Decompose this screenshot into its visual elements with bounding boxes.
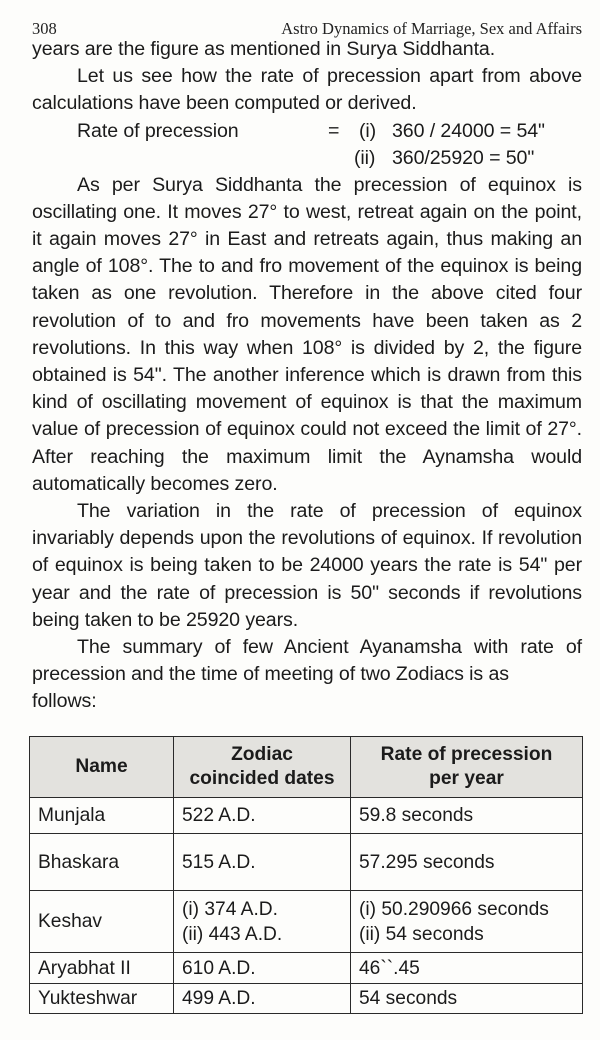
- cell-date: (i) 374 A.D. (ii) 443 A.D.: [174, 891, 351, 953]
- formula-label: Rate of precession: [77, 119, 239, 142]
- paragraph-summary-intro: The summary of few Ancient Ayanamsha with rate of precession and the time of meeting of two Zodiacs is as: [32, 636, 582, 686]
- precession-formula: [32, 118, 582, 172]
- paragraph-surya-siddhanta: As per Surya Siddhanta the precession of equinox is oscillating one. It moves 27° to west, retreat again on the point, it again moves 27° in East and retreats again, thus making an angle of 108°. The to and fro movement of the equinox is being taken as one revolution. Therefore in the above cited four revolution of to and fro movements have been taken as 2 revolutions. In this way when 108° is divided by 2, the figure obtained is 54". The another inference which is drawn from this kind of oscillating movement of equinox is that the maximum value of precession of equinox could not exceed the limit of 27°. After reaching the maximum limit the Aynamsha would automatically becomes zero.: [32, 173, 582, 495]
- cell-rate: 54 seconds: [351, 984, 583, 1014]
- body-text: [32, 36, 582, 716]
- page-number: 308: [32, 19, 57, 38]
- header-name: Name: [30, 737, 174, 798]
- cell-rate: 59.8 seconds: [351, 798, 583, 834]
- cell-name: Yukteshwar: [30, 984, 174, 1014]
- ayanamsha-table: [29, 736, 583, 1014]
- header-rate: Rate of precession per year: [351, 737, 583, 798]
- cell-date: 515 A.D.: [174, 834, 351, 891]
- formula-equals: =: [328, 119, 340, 142]
- paragraph-continuation: years are the figure as mentioned in Surya Siddhanta.: [32, 38, 496, 60]
- table-header-row: [30, 737, 583, 798]
- header-dates: Zodiac coincided dates: [174, 737, 351, 798]
- cell-date: 499 A.D.: [174, 984, 351, 1014]
- cell-name: Bhaskara: [30, 834, 174, 891]
- table-row: [30, 834, 583, 891]
- table-row: [30, 798, 583, 834]
- formula-expr-1: 360 / 24000 = 54": [392, 119, 545, 142]
- table-row: [30, 891, 583, 953]
- formula-marker-2: (ii): [354, 146, 376, 169]
- running-title: Astro Dynamics of Marriage, Sex and Affairs: [281, 19, 582, 38]
- paragraph-rate-intro: Let us see how the rate of precession apart from above calculations have been computed or derived.: [32, 65, 582, 115]
- formula-marker-1: (i): [359, 119, 377, 142]
- cell-name: Aryabhat II: [30, 953, 174, 984]
- table-row: [30, 984, 583, 1014]
- cell-name: Keshav: [30, 891, 174, 953]
- paragraph-variation: The variation in the rate of precession of equinox invariably depends upon the revolutions of equinox. If revolution of equinox is being taken to be 24000 years the rate is 54" per year and the rate of precession is 50" seconds if revolutions being taken to be 25920 years.: [32, 500, 582, 631]
- cell-rate: 46``.45: [351, 953, 583, 984]
- cell-rate: 57.295 seconds: [351, 834, 583, 891]
- cell-name: Munjala: [30, 798, 174, 834]
- cell-date: 610 A.D.: [174, 953, 351, 984]
- cell-date: 522 A.D.: [174, 798, 351, 834]
- paragraph-summary-end: follows:: [32, 690, 97, 713]
- table-row: [30, 953, 583, 984]
- cell-rate: (i) 50.290966 seconds (ii) 54 seconds: [351, 891, 583, 953]
- formula-expr-2: 360/25920 = 50": [392, 146, 535, 169]
